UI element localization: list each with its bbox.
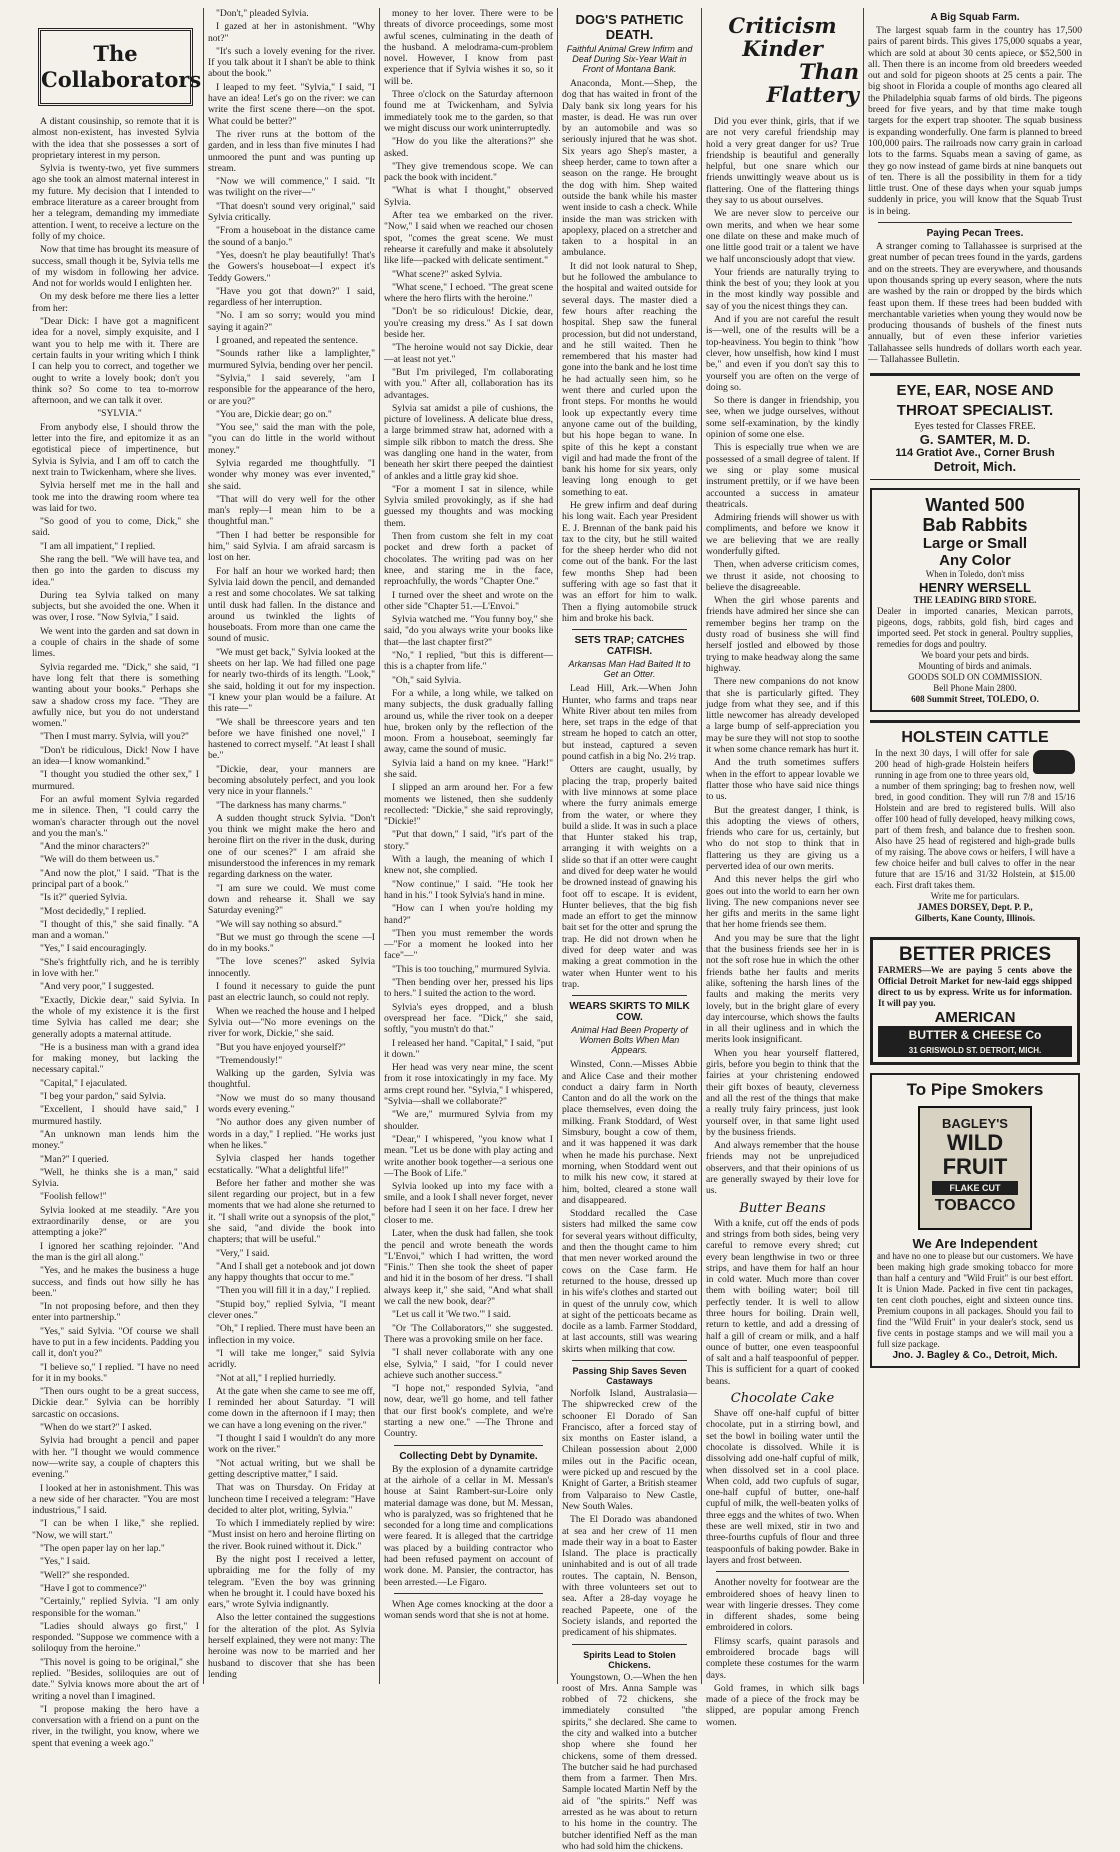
column-criticism <box>702 8 864 1728</box>
ad-tobacco <box>870 1073 1080 1368</box>
paragraph: "Or 'The Collaborators,'" she suggested. There was a provoking smile on her face. <box>384 1322 553 1345</box>
paragraph: "Very," I said. <box>216 1247 270 1259</box>
paragraph: Otters are caught, usually, by placing the trap, properly baited with live minnows at some place where the furry animals emerge from the water, or where they build a slide. It was in such a place that Hunter staked his trap, arranging it with weights on a slide so that if an otter were caught and dived for deep water he would be drowned instead of gnawing his foot off to escape. It is evident, Hunter believes, that the big fish made an effort to get the minnow bait set for the otter and sprung the trap. He did not drown when he dived for deep water and was making a great commotion in the water when Hunter went to his trap. <box>562 764 697 990</box>
paragraph: "Sounds rather like a lamplighter," murmured Sylvia, bending over her pencil. <box>208 348 375 371</box>
paragraph: "But we must go through the scene —I do in my books." <box>208 931 375 955</box>
paragraph: For an awful moment Sylvia regarded me in silence. Then, "I could carry the woman's character through out the novel and you the man's." <box>32 793 199 839</box>
paragraph: Anaconda, Mont.—Shep, the dog that has waited in front of the Daly bank six long years for his master, is dead. He was run over by an automobile and was so seriously injured that he was shot. Six years ago Shep's master, a sheep herder, came to town after a season on the range. He brought the dog with him. Shep waited outside the bank while his master went inside to cash a check. While inside the man was stricken with apoplexy, placed on a stretcher and taken to a hospital in an ambulance. <box>562 78 697 259</box>
paragraph: Before her father and mother she was silent regarding our project, but in a few moments that we had alone she returned to it. "I shall write out a synopsis of the plot," she said, "and divide the book into chapters; that will be useful." <box>208 1177 375 1246</box>
paragraph: "The darkness has many charms." <box>216 799 347 811</box>
ad-holstein-body <box>875 748 1075 891</box>
ad-rabbits-line2: Bab Rabbits <box>922 515 1028 536</box>
paragraph: Sylvia watched me. "You funny boy," she said, "do you always write your books like that—the last chapter first?" <box>384 614 553 648</box>
paragraph: "No. I am so sorry; would you mind saying it again?" <box>208 310 375 333</box>
ad-tobacco-box4: TOBACCO <box>934 1197 1016 1215</box>
paragraph: "Now we must do so many thousand words every evening." <box>208 1092 375 1116</box>
paragraph: I released her hand. "Capital," I said, "put it down." <box>384 1037 553 1060</box>
paragraph: "I thought of this," she said finally. "A man and a woman." <box>32 918 199 942</box>
paragraph: "And now the plot," I said. "That is the principal part of a book." <box>32 867 199 890</box>
headline-dynamite: Collecting Debt by Dynamite. <box>399 1450 538 1462</box>
column-ads <box>864 8 1086 1684</box>
divider <box>572 1644 687 1645</box>
paragraph: "You are, Dickie dear; go on." <box>216 408 332 420</box>
paragraph: At the gate when she came to see me off, I reminded her about Saturday. "I will come down in the afternoon if I may; then we can have a long evening on the river." <box>208 1385 375 1431</box>
paragraph: "Certainly," replied Sylvia. "I am only responsible for the woman." <box>32 1596 199 1619</box>
ad-eye-doctor: G. SAMTER, M. D. <box>919 432 1031 448</box>
paragraph: And the truth sometimes suffers when in the effort to appear lovable we flatter those who have said nice things to us. <box>706 757 859 803</box>
headline-spirits: Spirits Lead to Stolen Chickens. <box>583 1649 676 1670</box>
paragraph: "SYLVIA." <box>97 408 142 420</box>
paragraph: "But you have enjoyed yourself?" <box>216 1041 346 1053</box>
paragraph: "Well?" she responded. <box>40 1569 130 1581</box>
paragraph: "I beg your pardon," said Sylvia. <box>40 1091 166 1103</box>
paragraph: "Man?" I queried. <box>40 1153 109 1165</box>
paragraph: But the greatest danger, I think, is this adopting the views of others, friends who care for us, certainly, but who do not stop to think that in flattering us they are giving us a perverted idea of our own merits. <box>706 804 859 872</box>
paragraph: money to her lover. There were to be threats of divorce proceedings, some most awful scenes, culminating in the death of the husband. A melodrama-cum-problem novel. However, I know from past experience that if Sylvia wishes it so, so it will be. <box>384 8 553 87</box>
paragraph: "No," I replied, "but this is different—this is a chapter from life." <box>384 650 553 673</box>
paragraph: "Foolish fellow!" <box>40 1191 107 1203</box>
paragraph: It did not look natural to Shep, but he followed the ambulance to the hospital and waited outside for several days. The master died a few hours after reaching the hospital. Shep saw the funeral procession, but did not understand, and he still waited. Then he remembered that his master had gone into the bank and he lost time he had actually seen him, so he went there and curled upon the front steps. For months he would look up expectantly every time anyone came out of the building, but his hope began to wane. In spite of this he kept a constant vigil and had made the front of the bank his home for six years, only leaving long enough to get something to eat. <box>562 260 697 498</box>
ad-holstein-text: In the next 30 days, I will offer for sale 200 head of high-grade Holstein heifers running in age from one to three years old, a number of them springing; bag to freshen now, well bred, in good condition. They will run 7/8 and 15/16 Holstein and are bred to registered bulls. Will also offer 100 head of fully developed, heavy milking cows, part of them fresh, and balance due to freshen soon. Also have 25 head of registered and high-grade bulls of my raising. The above cows or heifers, I will have a few choice heifer and bull calves to offer in the near future that are 15/16 and 31/32 Holstein, at $15.00 each. First draft takes them. <box>875 748 1075 891</box>
paragraph: "Yes, and he makes the business a huge success, and finds out how silly he has been." <box>32 1265 199 1299</box>
paragraph: "And very poor," I suggested. <box>40 981 155 993</box>
paragraph: "Put that down," I said, "it's part of the story." <box>384 829 553 852</box>
paragraph: To which I immediately replied by wire: "Must insist on hero and heroine flirting on the river. Book ruined without it. Dick." <box>208 1518 375 1552</box>
ad-holstein-line1: Write me for particulars. <box>930 891 1020 902</box>
paragraph: From anybody else, I should throw the letter into the fire, and epitomize it as an egotistical piece of impertinence, but Sylvia is Sylvia, and I am off to catch the next train to Twickenham, where she lives. <box>32 421 199 478</box>
paragraph: "But I'm privileged, I'm collaborating with you." After all, collaboration has its advantages. <box>384 366 553 401</box>
paragraph: "From a houseboat in the distance came the sound of a banjo." <box>208 225 375 248</box>
paragraph: "Oh," said Sylvia. <box>392 674 462 686</box>
subhead-catfish: Arkansas Man Had Baited It to Get an Otter. <box>568 659 691 680</box>
ad-holstein-line2: JAMES DORSEY, Dept. P. P., <box>917 902 1033 913</box>
headline-chocolate-cake: Chocolate Cake <box>730 1391 835 1407</box>
paragraph: "Capital," I ejaculated. <box>40 1077 128 1089</box>
headline-skirts: WEARS SKIRTS TO MILK COW. <box>569 1001 690 1024</box>
paragraph: "I shall never collaborate with any one else, Sylvia," I said, "for I could never achieve such another success." <box>384 1347 553 1381</box>
paragraph: "No author does any given number of words in a day," I replied. "He works just when he likes." <box>208 1117 375 1151</box>
paragraph: "Then bending over her, pressed his lips to hers." I suited the action to the word. <box>384 977 553 1000</box>
paragraph: "And I shall get a notebook and jot down any happy thoughts that occur to me." <box>208 1260 375 1284</box>
paragraph: "An unknown man lends him the money." <box>32 1128 199 1152</box>
paragraph: There new companions do not know that she is particularly gifted. They judge from what they see, and if this little newcomer has already developed a large bump of self-appreciation you may be sure they will not stop to soothe it when some chance remark has hurt it. <box>706 676 859 756</box>
headline-dog: DOG'S PATHETIC DEATH. <box>575 12 684 42</box>
story-title-line1: The <box>93 41 138 66</box>
paragraph: "Then ours ought to be a great success, Dickie dear." Sylvia can be horribly sarcastic on occasions. <box>32 1386 199 1420</box>
paragraph: "I thought I said I wouldn't do any more work on the river." <box>208 1433 375 1456</box>
paragraph: "Yes, doesn't he play beautifully! That's the Gowers's houseboat—I expect it's Teddy Gowers." <box>208 249 375 284</box>
story-title-line2: Collaborators <box>41 67 202 92</box>
paragraph: "The heroine would not say Dickie, dear—at least not yet." <box>384 342 553 365</box>
ad-rabbits <box>870 488 1080 712</box>
ad-butter-line2: BUTTER & CHEESE Co <box>878 1026 1072 1044</box>
paragraph: I turned over the sheet and wrote on the other side "Chapter 51.—L'Envoi." <box>384 589 553 612</box>
ad-tobacco-box1: BAGLEY'S <box>942 1116 1008 1132</box>
paragraph: "We shall be threescore years and ten before we have finished one novel," I hastened to correct myself. "At least I shall be." <box>208 716 375 762</box>
paragraph: "Then you must remember the words—"For a moment he looked into her face"—" <box>384 927 553 962</box>
paragraph: Did you ever think, girls, that if we are not very careful friendship may hold a very great danger for us? True friendship is beautiful and generally helpful, but one snare which our friends unwittingly weave about us is flattering. One of the flattering things they say to us about ourselves. <box>706 116 859 207</box>
paragraph: "Is it?" queried Sylvia. <box>40 892 128 904</box>
paragraph: "Stupid boy," replied Sylvia, "I meant clever ones." <box>208 1298 375 1322</box>
paragraph: Sylvia clasped her hands together ecstatically. "What a delightful life!" <box>208 1153 375 1176</box>
criticism-title <box>706 14 859 106</box>
paragraph: "When do we start?" I asked. <box>40 1422 152 1434</box>
paragraph: I groaned, and repeated the sentence. <box>216 335 358 347</box>
divider <box>572 629 687 630</box>
paragraph: After tea we embarked on the river. "Now," I said when we reached our chosen spot, "comes the great scene. We must rehearse it carefully and make it absolutely like life—packed with delicate sentiment." <box>384 210 553 267</box>
paragraph: On my desk before me there lies a letter from her: <box>32 291 199 314</box>
paragraph: I leaped to my feet. "Sylvia," I said, "I have an idea! Let's go on the river: we can write the first scene there—on the spot. What could be better?" <box>208 81 375 127</box>
paragraph: "Have I got to commence?" <box>40 1582 147 1594</box>
divider <box>716 1571 849 1572</box>
paragraph: Lead Hill, Ark.—When John Hunter, who farms and traps near White River about ten miles from here, set traps in the edge of that stream he hoped to catch an otter, but instead, captured a seven pound catfish in a big No. 2½ trap. <box>562 683 697 763</box>
paragraph: Winsted, Conn.—Misses Abbie and Alice Case and their mother conduct a dairy farm in North Canton and do all the work on the place themselves, even doing the milking. Frank Stoddard, of West Simsbury, bought a cow of them, and it was happened it was dark when he made his purchase. Next morning, when Stoddard went out to milk his new cow, it stared at him, bolted, cleared a stone wall and disappeared. <box>562 1059 697 1206</box>
paragraph: "I believe so," I replied. "I have no need for it in my books." <box>32 1361 199 1384</box>
paragraph: "Now continue," I said. "He took her hand in his." I took Sylvia's hand in mine. <box>384 878 553 901</box>
paragraph: "Dear Dick: I have got a magnificent idea for a novel, simply exquisite, and I want you to help me with it. There are certain faults in your writing which I think I can help you to correct, and together we ought to write a lovely book; don't you think so? So come to tea to-morrow afternoon, and we can talk it over. <box>32 316 199 407</box>
paragraph: "Don't," pleaded Sylvia. <box>216 8 309 19</box>
paragraph: Sylvia is twenty-two, yet five summers ago she took an almost maternal interest in my future. My decision that I intended to embrace literature as a career brought from her a telegram, demanding my immediate attention. I went, to receive a lecture on the folly of my choice. <box>32 163 199 242</box>
paragraph: Sylvia sat amidst a pile of cushions, the picture of loveliness. A delicate blue dress, a large brimmed straw hat, adorned with a simple silk ribbon to match the dress. She was dangling one hand in the water, from beneath her skirt there peeped the daintiest of ankles and a little gray kid shoe. <box>384 402 553 482</box>
paragraph: "I am all impatient," I replied. <box>40 540 156 552</box>
paragraph: She rang the bell. "We will have tea, and then go into the garden to discuss my idea." <box>32 553 199 588</box>
paragraph: "Dickie, dear, your manners are becoming absolutely perfect, and you look very nice in your flannels." <box>208 763 375 798</box>
ad-tobacco-title: To Pipe Smokers <box>906 1080 1044 1100</box>
divider <box>572 1360 687 1361</box>
paragraph: "Well, he thinks she is a man," said Sylvia. <box>32 1166 199 1190</box>
ad-rabbits-line10: GOODS SOLD ON COMMISSION. <box>907 672 1042 683</box>
paragraph: When we reached the house and I helped Sylvia out—"No more evenings on the river for work, Dickie," she said. <box>208 1005 375 1040</box>
ad-tobacco-box3: FLAKE CUT <box>932 1181 1018 1195</box>
paragraph: Also the letter contained the suggestions for the alteration of the plot. As Sylvia herself explained, they were not many: The heroine was now to be married and her husband to discover that she has been lending <box>208 1612 375 1680</box>
paragraph: Now that time has brought its measure of success, small though it be, Sylvia tells me of my wisdom in following her advice. And not for worlds would I enlighten her. <box>32 244 199 290</box>
paragraph: And if you are not careful the result is—well, one of the results will be a top-heaviness. You begin to think "how clever, how unselfish, how kind I must be," and even if you don't say this to yourself you are often on the verge of doing so. <box>706 314 859 393</box>
paragraph: "So good of you to come, Dick," she said. <box>32 516 199 539</box>
paragraph: With a knife, cut off the ends of pods and strings from both sides, being very careful to remove every shred; cut every bean lengthwise in two or three strips, and have them for half an hour in cold water. Much more than cover them with boiling water; boil till perfectly tender. It is well to allow three hours for boiling. Drain well, return to kettle, and add a dressing of half a gill of cream or milk, and a half ounce of butter, one even teaspoonful of salt and a half teaspoonful of pepper. This is sufficient for a quart of cooked beans. <box>706 1217 859 1387</box>
paragraph: That was on Thursday. On Friday at luncheon time I received a telegram: "Have decided to alter plot, writing, Sylvia." <box>208 1482 375 1516</box>
paragraph: "Tremendously!" <box>216 1054 283 1066</box>
paragraph: "The open paper lay on her lap." <box>40 1543 165 1555</box>
paragraph: "I hope not," responded Sylvia, "and now, dear, we'll go home, and tell father that our first book's complete, and we're starting a new one." —The Throne and Country. <box>384 1383 553 1440</box>
paragraph: "Dear," I whispered, "you know what I mean. "Let us be done with play acting and write another book together—a serious one—The Book of Life." <box>384 1133 553 1179</box>
paragraph: Sylvia looked at me steadily. "Are you extraordinarily dense, or are you attempting a joke?" <box>32 1204 199 1239</box>
paragraph: We are never slow to perceive our own merits, and when we hear some one dilate on these and make much of one little good trait or a talent we have we half unconsciously adopt that view. <box>706 208 859 265</box>
headline-catfish: SETS TRAP; CATCHES CATFISH. <box>574 635 685 658</box>
paragraph: With a laugh, the meaning of which I knew not, she complied. <box>384 854 553 877</box>
ad-tobacco-box2: WILD FRUIT <box>942 1130 1008 1180</box>
paragraph: "He is a business man with a grand idea for making money, but lacking the necessary capital." <box>32 1041 199 1076</box>
paragraph: "Then I had better be responsible for him," said Sylvia. I am afraid sarcasm is lost on her. <box>208 529 375 564</box>
paragraph: "I am sure we could. We must come down and rehearse it. Shall we say Saturday evening?" <box>208 882 375 917</box>
paragraph: "Most decidedly," I replied. <box>40 905 147 917</box>
paragraph: "Not actual writing, but we shall be getting descriptive matter," I said. <box>208 1457 375 1480</box>
paragraph: "What scene," I echoed. "The great scene where the hero flirts with the heroine." <box>384 281 553 305</box>
paragraph: For half an hour we worked hard; then Sylvia laid down the pencil, and demanded a rest and some chocolates. We sat talking until dusk had fallen. In the distance and around us twinkled the lights of houseboats. From more than one came the sound of music. <box>208 565 375 645</box>
paragraph: "How can I when you're holding my hand?" <box>384 903 553 926</box>
paragraph: And always remember that the house friends may not be unprejudiced observers, and that their opinions of us are generally swayed by their love for us. <box>706 1140 859 1197</box>
paragraph: "For a moment I sat in silence, while Sylvia smiled provokingly, as if she had guessed my thoughts and was mocking them. <box>384 483 553 529</box>
paragraph: During tea Sylvia talked on many subjects, but she avoided the one. When it was over, I rose. "Now Sylvia," I said. <box>32 589 199 624</box>
column-collaborators <box>28 8 204 1749</box>
ad-butter-line1: AMERICAN <box>934 1009 1016 1027</box>
paragraph: "Yes," I said encouragingly. <box>40 943 147 955</box>
paragraph: When the girl whose parents and friends have admired her since she can remember begins her tramp on the dusty road of business she will find herself jostled and elbowed by those trying to make headway along the same highway. <box>706 595 859 674</box>
paragraph: "How do you like the alterations?" she asked. <box>384 136 553 159</box>
paragraph: "You see," said the man with the pole, "you can do little in the world without money." <box>208 422 375 456</box>
paragraph: "What is what I thought," observed Sylvia. <box>384 185 553 208</box>
paragraph: "And the minor characters?" <box>40 841 150 853</box>
ad-tobacco-line1: We Are Independent <box>912 1236 1038 1252</box>
paragraph: A distant cousinship, so remote that it is almost non-existent, has invested Sylvia with the idea that she possesses a sort of proprietary interest in my person. <box>32 116 199 161</box>
ad-rabbits-line1: Wanted 500 <box>925 495 1025 516</box>
headline-butter-beans: Butter Beans <box>739 1200 826 1216</box>
paragraph: "Have you got that down?" I said, regardless of her interruption. <box>208 285 375 309</box>
paragraph: And you may be sure that the light that the business friends see her in is not the soft rose hue in which the other friends bathe her faults and merits alike, softening the harsh lines of the faults and making the merits very lovely, but in the bright glare of every day intercourse, which shows the faults in all their ugliness and in which the merits look insignificant. <box>706 932 859 1046</box>
paragraph: Sylvia regarded me. "Dick," she said, "I have long felt that there is something wanting about your books." Perhaps she saw a shadow cross my face. "They are awfully nice, but you do not understand women." <box>32 661 199 730</box>
paragraph: "Let us call it 'We two.'" I said. <box>392 1309 511 1321</box>
paragraph: So there is danger in friendship, you see, when we judge ourselves, without some self-examination, by the kindly opinion of some one else. <box>706 395 859 441</box>
paragraph: "Not at all," I replied hurriedly. <box>216 1372 336 1384</box>
paragraph: Her head was very near mine, the scent from it rose intoxicatingly in my face. My arms crept round her. "Sylvia," I whispered, "Sylvia—shall we collaborate?" <box>384 1062 553 1108</box>
ad-tobacco-body: and have no one to please but our customers. We have been making high grade smoking tobacco for more than half a century and "Wild Fruit" is our best effort. It is Union Made. Packed in five cent tin packages, ten cent cloth pouches, eight and sixteen ounce tins. Premium coupons in all packages. Should you fail to find the "Wild Fruit" in your dealer's stock, send us five cents in postage stamps and we will mail you a full size package. <box>877 1251 1073 1350</box>
paragraph: "We will do them between us." <box>40 854 159 866</box>
paragraph: A sudden thought struck Sylvia. "Don't you think we might make the hero and heroine flirt on the river in the dusk, during one of our scenes?" I am afraid she misunderstood the inferences in my remark regarding darkness on the water. <box>208 812 375 881</box>
ad-eye-address: 114 Gratiot Ave., Corner Brush <box>895 447 1055 460</box>
paragraph: "We are," murmured Sylvia from my shoulder. <box>384 1109 553 1132</box>
ad-eye-specialist <box>870 373 1080 480</box>
paragraph: "Excellent, I should have said," I murmured hastily. <box>32 1104 199 1127</box>
paragraph: Norfolk Island, Australasia—The shipwrecked crew of the schooner El Dorado of San Francisco, after a forced stay of six months on Easter island, a Chilean possession about 2,000 miles out in the Pacific ocean, were picked up and rescued by the Knight of Garter, a British steamer from Valparaiso to New Castle, New South Wales. <box>562 1387 697 1512</box>
ad-rabbits-body: Dealer in imported canaries, Mexican parrots, pigeons, dogs, rabbits, gold fish, bird cages and imported seed. Pet stock in general. Poultry supplies, remedies for dogs and poultry. <box>877 606 1073 650</box>
paragraph: For a while, a long while, we talked on many subjects, the dusk gradually falling around us, while the river took on a deeper hue, broken only by the reflection of the moon. From a houseboat, seemingly far away, came the sound of music. <box>384 687 553 756</box>
paragraph: Youngstown, O.—When the hen roost of Mrs. Anna Sample was robbed of 72 chickens, she immediately consulted "the spirits," she declared. She came to the city and walked into a butcher shop where she found her chickens, some of them dressed. The butcher said he had purchased them from a farmer. Then Mrs. Sample located Martin Neff by the aid of "the spirits." Neff was arrested as he was about to return to his home in the country. The butcher identified Neff as the man who had sold him the chickens. <box>562 1671 697 1852</box>
ad-eye-line: Eyes tested for Classes FREE. <box>914 421 1036 433</box>
divider <box>572 995 687 996</box>
paragraph: Sylvia looked up into my face with a smile, and a look I shall never forget, never before had I seen it on her face. I drew her closer to me. <box>384 1181 553 1226</box>
ad-butter-body: FARMERS—We are paying 5 cents above the Official Detroit Market for new-laid eggs shipped direct to us by express. Write us for information. It will pay you. <box>878 965 1072 1009</box>
paragraph: "Oh," I replied. There must have been an inflection in my voice. <box>208 1323 375 1346</box>
paragraph: The largest squab farm in the country has 17,500 pairs of parent birds. This gives 175,000 squabs a year, which are sold at about 30 cents apiece, or $52,500 in all. Then there is an income from old breeders weeded out and sold for pigeon shoots at 25 cents a pair. The big shoot in Florida a couple of months ago cleared all the Philadelphia squab farms of old birds. The pigeons breed for five years, and by that time make tough targets for the expert trap shooter. The squab business is expanding wonderfully. One farm is planned to breed 100,000 pairs. The railroads now carry grain in carload lots to the farms. Squabs mean a saving of game, as they go now instead of game birds at nine banquets out of ten. There is all the possibility in them for a tidy little trust. One of these days when your squab jumps suddenly in price, you will know that the Squab Trust is in being. <box>868 25 1082 217</box>
paragraph: "Exactly, Dickie dear," said Sylvia. In the whole of my existence it is the first time Sylvia has called me dear; she generally adopts a maternal attitude. <box>32 994 199 1040</box>
paragraph: "Yes," said Sylvia. "Of course we shall have to put in a few incidents. Padding you call it, don't you?" <box>32 1325 199 1360</box>
paragraph: And this never helps the girl who goes out into the world to earn her own living. The new companions never see her gifts and merits in the same light that her home friends see them. <box>706 874 859 931</box>
paragraph: "We must get back," Sylvia looked at the sheets on her lap. We had filled one page for nearly two-thirds of its length. "Look," she said, holding it out for my inspection. "I knew your plan would be a failure. At this rate—" <box>208 646 375 715</box>
paragraph: "Don't be ridiculous, Dick! Now I have an idea—I know womankind." <box>32 744 199 768</box>
paragraph: Admiring friends will shower us with compliments, and before we know it we are believing that we are really wonderfully gifted. <box>706 512 859 557</box>
paragraph: I ignored her scathing rejoinder. "And the man is the girl all along." <box>32 1240 199 1263</box>
paragraph: By the explosion of a dynamite cartridge at the airhole of a cellar in M. Messan's house at Saint Rambert-sur-Loire only material damage was done, but M. Messan, who is paralyzed, was so frightened that he seconded for a long time and complications were feared. It is alleged that the cartridge was placed by a building contractor who had been refused payment on account of work done. M. Pansier, the contractor, has been arrested.—Le Figaro. <box>384 1463 553 1588</box>
paragraph: I gazed at her in astonishment. "Why not?" <box>208 21 375 44</box>
paragraph: Then from custom she felt in my coat pocket and drew forth a packet of chocolates. The writing pad was on her knee, and staring me in the face, reproachfully, the words "Chapter One." <box>384 531 553 588</box>
headline-squab: A Big Squab Farm. <box>930 12 1020 23</box>
paragraph: Your friends are naturally trying to think the best of you; they look at you in the most kindly way possible and say of you the nicest things they can. <box>706 266 859 312</box>
paragraph: "That doesn't sound very original," said Sylvia critically. <box>208 200 375 224</box>
paragraph: When Age comes knocking at the door a woman sends word that she is not at home. <box>384 1598 553 1622</box>
ad-butter-cheese <box>870 937 1080 1065</box>
paragraph: I found it necessary to guide the punt past an electric launch, so could not reply. <box>208 981 375 1004</box>
paragraph: "We will say nothing so absurd." <box>216 918 342 930</box>
paragraph: "Ladies should always go first," I responded. "Suppose we commence with a soliloquy from the heroine." <box>32 1620 199 1655</box>
criticism-title-line1: Criticism Kinder <box>728 13 837 61</box>
ad-rabbits-store: HENRY WERSELL <box>919 580 1031 596</box>
ad-rabbits-address: 608 Summit Street, TOLEDO, O. <box>911 694 1039 705</box>
ad-butter-title: BETTER PRICES <box>898 944 1052 966</box>
paragraph: "I can be when I like," she replied. "Now, we will start." <box>32 1518 199 1541</box>
ad-rabbits-line9: Mounting of birds and animals. <box>918 661 1032 672</box>
paragraph: He grew infirm and deaf during his long wait. Each year President E. J. Brennan of the bank paid his tax to the city, but he still waited for the sheep herder who did not come out of the bank. For the last few months Shep had been suffering with age so fast that it was an effort for him to walk. Then a flying automobile struck him and broke his back. <box>562 499 697 624</box>
ad-eye-title: EYE, EAR, NOSE AND THROAT SPECIALIST. <box>896 382 1054 420</box>
paragraph: "Sylvia," I said severely, "am I responsible for the appearance of the hero, or are you?" <box>208 372 375 407</box>
divider <box>394 1445 543 1446</box>
column-collaborators-continued <box>204 8 380 1684</box>
column-news <box>558 8 702 1852</box>
paragraph: "Then you will fill it in a day," I replied. <box>216 1285 371 1297</box>
ad-rabbits-tagline: THE LEADING BIRD STORE. <box>913 595 1037 606</box>
paragraph: Sylvia had brought a pencil and paper with her. "I thought we would commence now—write say, a couple of chapters this evening." <box>32 1435 199 1481</box>
paragraph: When you hear yourself flattered, girls, before you begin to think that the fairies at your christening endowed their gift boxes of beauty, cleverness and all the rest of the things that make a really truly fairy princess, just look yourself over, in that same light used by the business friends. <box>706 1047 859 1138</box>
ad-eye-city: Detroit, Mich. <box>933 459 1017 475</box>
ad-butter-line3: 31 GRISWOLD ST. DETROIT, MICH. <box>878 1044 1072 1057</box>
paragraph: Sylvia's eyes dropped, and a blush overspread her face. "Dick," she said, softly, "you mustn't do that." <box>384 1001 553 1036</box>
paragraph: Sylvia regarded me thoughtfully. "I wonder why money was ever invented," she said. <box>208 457 375 492</box>
paragraph: "Then I must marry. Sylvia, will you?" <box>40 731 189 743</box>
paragraph: I slipped an arm around her. For a few moments we listened, then she suddenly recollected: "Dickie," she said reprovingly, "Dickie!" <box>384 782 553 828</box>
ad-holstein <box>870 720 1080 929</box>
column-collaborators-end <box>380 8 558 1684</box>
ad-rabbits-line5: When in Toledo, don't miss <box>925 569 1025 580</box>
paragraph: Flimsy scarfs, quaint parasols and embroidered brocade bags will complete these costumes for the warm days. <box>706 1635 859 1681</box>
ad-rabbits-line3: Large or Small <box>922 535 1028 553</box>
ad-holstein-title: HOLSTEIN CATTLE <box>901 729 1049 747</box>
paragraph: The El Dorado was abandoned at sea and her crew of 11 men made their way in a boat to Easter Island. The place is practically uninhabited and is out of all trade routes. The captain, N. Benson, with three volunteers set out to sea. After a 28-day voyage he reached Papeete, one of the Society islands, and reported the predicament of his shipmates. <box>562 1514 697 1639</box>
ad-rabbits-phone: Bell Phone Main 2800. <box>933 683 1017 694</box>
paragraph: I looked at her in astonishment. This was a new side of her character. "You are most industrious," I said. <box>32 1482 199 1517</box>
paragraph: "That will do very well for the other man's reply—I mean him to be a thoughtful man." <box>208 493 375 528</box>
criticism-title-line2: Than Flattery <box>766 59 859 107</box>
paragraph: "In not proposing before, and then they enter into partnership." <box>32 1301 199 1324</box>
paragraph: "She's frightfully rich, and he is terribly in love with her." <box>32 956 199 980</box>
ad-rabbits-line8: We board your pets and birds. <box>921 650 1029 661</box>
paragraph: Walking up the garden, Sylvia was thoughtful. <box>208 1068 375 1091</box>
paragraph: "Don't be so ridiculous! Dickie, dear, you're creasing my dress." As I sat down beside her. <box>384 306 553 341</box>
paragraph: "Yes," I said. <box>40 1556 91 1568</box>
subhead-dog: Faithful Animal Grew Infirm and Deaf During Six-Year Wait in Front of Montana Bank. <box>566 44 693 74</box>
paragraph: Sylvia herself met me in the hall and took me into the drawing room where tea was laid for two. <box>32 480 199 514</box>
paragraph: "Now we will commence," I said. "It was twilight on the river—" <box>208 176 375 199</box>
paragraph: The river runs at the bottom of the garden, and in less than five minutes I had unmoored the punt and was punting up stream. <box>208 128 375 174</box>
ad-holstein-line3: Gilberts, Kane County, Illinois. <box>914 913 1036 924</box>
divider <box>394 1593 543 1594</box>
paragraph: Sylvia laid a hand on my knee. "Hark!" she said. <box>384 757 553 780</box>
paragraph: Then, when adverse criticism comes, we thrust it aside, not choosing to believe the disagreeable. <box>706 559 859 593</box>
headline-castaways: Passing Ship Saves Seven Castaways <box>572 1365 687 1386</box>
paragraph: "I thought you studied the other sex," I murmured. <box>32 769 199 792</box>
divider <box>878 222 1072 223</box>
cow-icon <box>1033 750 1075 774</box>
tobacco-package-icon <box>918 1106 1032 1230</box>
headline-pecan: Paying Pecan Trees. <box>926 228 1024 240</box>
ad-tobacco-line2: Jno. J. Bagley & Co., Detroit, Mich. <box>892 1350 1058 1362</box>
paragraph: A stranger coming to Tallahassee is surprised at the great number of pecan trees found in the yards, gardens and on the streets. They are everywhere, and thousands upon thousands spring up every season, where the nuts are washed by the rain or dropped by the birds which feast upon them. If these trees had been budded with merchantable varieties when young they would now be producing thousands of bushels of the finest nuts annually, but of even these inferior varieties Tallahassee sells hundreds of dollars worth each year.— Tallahassee Bulletin. <box>868 241 1082 366</box>
paragraph: "This novel is going to be original," she replied. "Besides, soliloquies are out of date." Sylvia knows more about the art of writing a novel than I imagined. <box>32 1656 199 1702</box>
subhead-skirts: Animal Had Been Property of Women Bolts When Man Appears. <box>571 1025 688 1056</box>
paragraph: We went into the garden and sat down in a couple of chairs in the shade of some limes. <box>32 625 199 660</box>
paragraph: Stoddard recalled the Case sisters had milked the same cow for several years without difficulty, and then the thought came to him that men never worked around the cows on the Case farm. He returned to the house, dressed up in his wife's clothes and started out in quest of the unruly cow, which at sight of the petticoats became as docile as a lamb. Farmer Stoddard, at last accounts, still was wearing skirts when milking that cow. <box>562 1208 697 1355</box>
paragraph: "It's such a lovely evening for the river. If you talk about it I shan't be able to think about the book." <box>208 45 375 80</box>
ad-rabbits-line4: Any Color <box>939 552 1011 570</box>
paragraph: "They give tremendous scope. We can pack the book with incident." <box>384 160 553 184</box>
story-title-box <box>38 28 202 106</box>
paragraph: By the night post I received a letter, upbraiding me for the folly of my telegram. "Even the boy was grinning when he brought it. I could have boxed his ears," wrote Sylvia indignantly. <box>208 1554 375 1611</box>
paragraph: "The love scenes?" asked Sylvia innocently. <box>208 956 375 979</box>
paragraph: This is especially true when we are possessed of a small degree of talent. If we sing or play some musical instrument prettily, or if we have been accounted a success in amateur theatricals. <box>706 442 859 510</box>
paragraph: Later, when the dusk had fallen, she took the pencil and wrote beneath the words "L'Envoi," which I had written, the word "Finis." Then she took the sheet of paper and hid it in the bosom of her dress. "I shall always keep it," she said, "And what shall we call the new book, dear?" <box>384 1228 553 1308</box>
paragraph: Another novelty for footwear are the embroidered shoes of heavy linen to wear with lingerie dresses. They come in different shades, some being embroidered in colors. <box>706 1577 859 1634</box>
paragraph: Gold frames, in which silk bags made of a piece of the frock may be slipped, are popular among French women. <box>706 1682 859 1728</box>
paragraph: "I will take me longer," said Sylvia acridly. <box>208 1347 375 1371</box>
paragraph: Three o'clock on the Saturday afternoon found me at Twickenham, and Sylvia immediately took me to the garden, so that we might discuss our work uninterruptedly. <box>384 89 553 134</box>
paragraph: "What scene?" asked Sylvia. <box>392 268 503 280</box>
paragraph: "I propose making the hero have a conversation with a friend on a punt on the river, in the twilight, you know, where we spent that evening a week ago." <box>32 1703 199 1749</box>
paragraph: "This is too touching," murmured Sylvia. <box>392 963 551 975</box>
paragraph: Shave off one-half cupful of bitter chocolate, put in a stirring bowl, and set the bowl in boiling water until the chocolate is dissolved. While it is dissolving add one-half cupful of milk, when dissolved set in a cool place. When cold, add two cupfuls of sugar, one-half cupful of butter, one-half cupful of milk, the well-beaten yolks of three eggs and the whites of two. When these are well mixed, stir in two and three-fourths cupfuls of flour and three teaspoonfuls of baking powder. Bake in layers and frost between. <box>706 1408 859 1566</box>
